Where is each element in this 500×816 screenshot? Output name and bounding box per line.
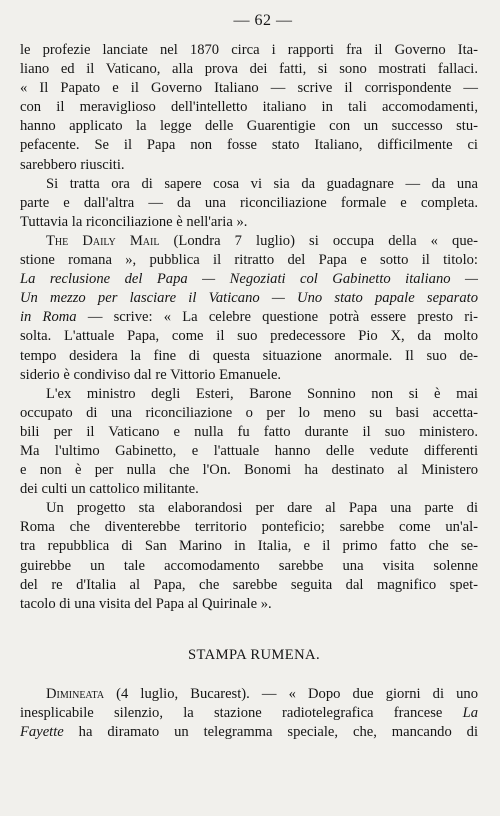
text-line: occupato di una riconciliazione o per lo meno su basi accetta- (20, 404, 478, 421)
paragraph-5 (20, 499, 478, 614)
text-line (20, 685, 478, 704)
text-line: parte e dall'altra — da una riconciliazione formale e completa. (20, 194, 478, 211)
article-title-line: Un mezzo per lasciare il Vaticano — Uno stato papale separato (20, 290, 478, 307)
paragraph-6 (20, 685, 478, 742)
text-line (20, 723, 478, 742)
section-heading: STAMPA RUMENA. (187, 646, 321, 663)
text-line: L'ex ministro degli Esteri, Barone Sonnino non si è mai (46, 385, 478, 402)
text-line: tempo desidera la fine di questa situazione anormale. Il suo de- (20, 347, 478, 364)
text-line: e non è per nulla che l'On. Bonomi ha destinato al Ministero (20, 462, 478, 479)
text-line: hanno applicato la legge delle Guarentigie con un successo stu- (20, 118, 478, 135)
text-line: Roma che diventerebbe territorio ponteficio; sarebbe come un'al- (20, 519, 478, 536)
text-line: guirebbe un tale accomodamento sarebbe una visita solenne (20, 557, 478, 574)
text-line: « Il Papato e il Governo Italiano — scrive il corrispondente — (20, 80, 478, 97)
text-line: siderio è condiviso dal re Vittorio Emanuele. (20, 366, 282, 383)
text-run: — scrive: « La celebre questione potrà essere presto ri- (76, 309, 478, 326)
ship-name: Fayette (20, 724, 64, 740)
text-line: Si tratta ora di sapere cosa vi sia da guadagnare — da una (46, 175, 478, 192)
text-line: pefacente. Se il Papa non fosse stato Italiano, difficilmente ci (20, 137, 478, 154)
text-line: liano ed il Vaticano, alla prova dei fatti, si sono mostrati fallaci. (20, 61, 478, 78)
text-line: bili per il Vaticano e nulla fu fatto durante il suo ministero. (20, 423, 478, 440)
text-line: tacolo di una visita del Papa al Quirinale ». (20, 595, 272, 612)
newspaper-name: The Daily Mail (46, 232, 160, 249)
text-line: le profezie lanciate nel 1870 circa i rapporti fra il Governo Ita- (20, 42, 478, 58)
paragraph-3 (20, 232, 478, 385)
article-title-run: in Roma (20, 309, 77, 326)
text-run: (4 luglio, Bucarest). — « Dopo due giorni di uno (104, 685, 478, 702)
ship-name: La (462, 704, 478, 721)
text-line (20, 232, 478, 251)
text-line: Tuttavia la riconciliazione è nell'aria ». (20, 213, 248, 230)
paragraph-1 (20, 41, 478, 175)
text-line: del re d'Italia al Papa, che sarebbe seguita dal magnifico spet- (20, 576, 478, 593)
paragraph-4 (20, 385, 478, 500)
text-line: dei culti un cattolico militante. (20, 481, 199, 498)
text-run: ha diramato un telegramma speciale, che, mancando di (63, 724, 478, 740)
text-line: Ma l'ultimo Gabinetto, e l'attuale hanno delle vedute differenti (20, 442, 478, 459)
article-title-line: La reclusione del Papa — Negoziati col Gabinetto italiano — (20, 271, 478, 288)
newspaper-name: Dimineata (46, 685, 105, 702)
text-line: tra repubblica di San Marino in Italia, e il primo fatto che se- (20, 538, 478, 555)
text-line: Un progetto sta elaborandosi per dare al Papa una parte di (46, 500, 478, 517)
text-line: con il meraviglioso dell'intelletto italiano in tali accomodamenti, (20, 99, 478, 116)
text-run: (Londra 7 luglio) si occupa della « que- (159, 232, 478, 249)
text-line (20, 308, 478, 327)
text-line: inesplicabile silenzio, la stazione radiotelegrafica francese La (20, 704, 478, 721)
page-number: — 62 — (233, 12, 293, 29)
text-line: solta. L'attuale Papa, come il suo predecessore Pio X, da molto (20, 328, 478, 345)
text-line: sarebbero riusciti. (20, 156, 125, 173)
text-line: stione romana », pubblica il ritratto del Papa e sotto il titolo: (20, 252, 478, 269)
paragraph-2 (20, 175, 478, 232)
